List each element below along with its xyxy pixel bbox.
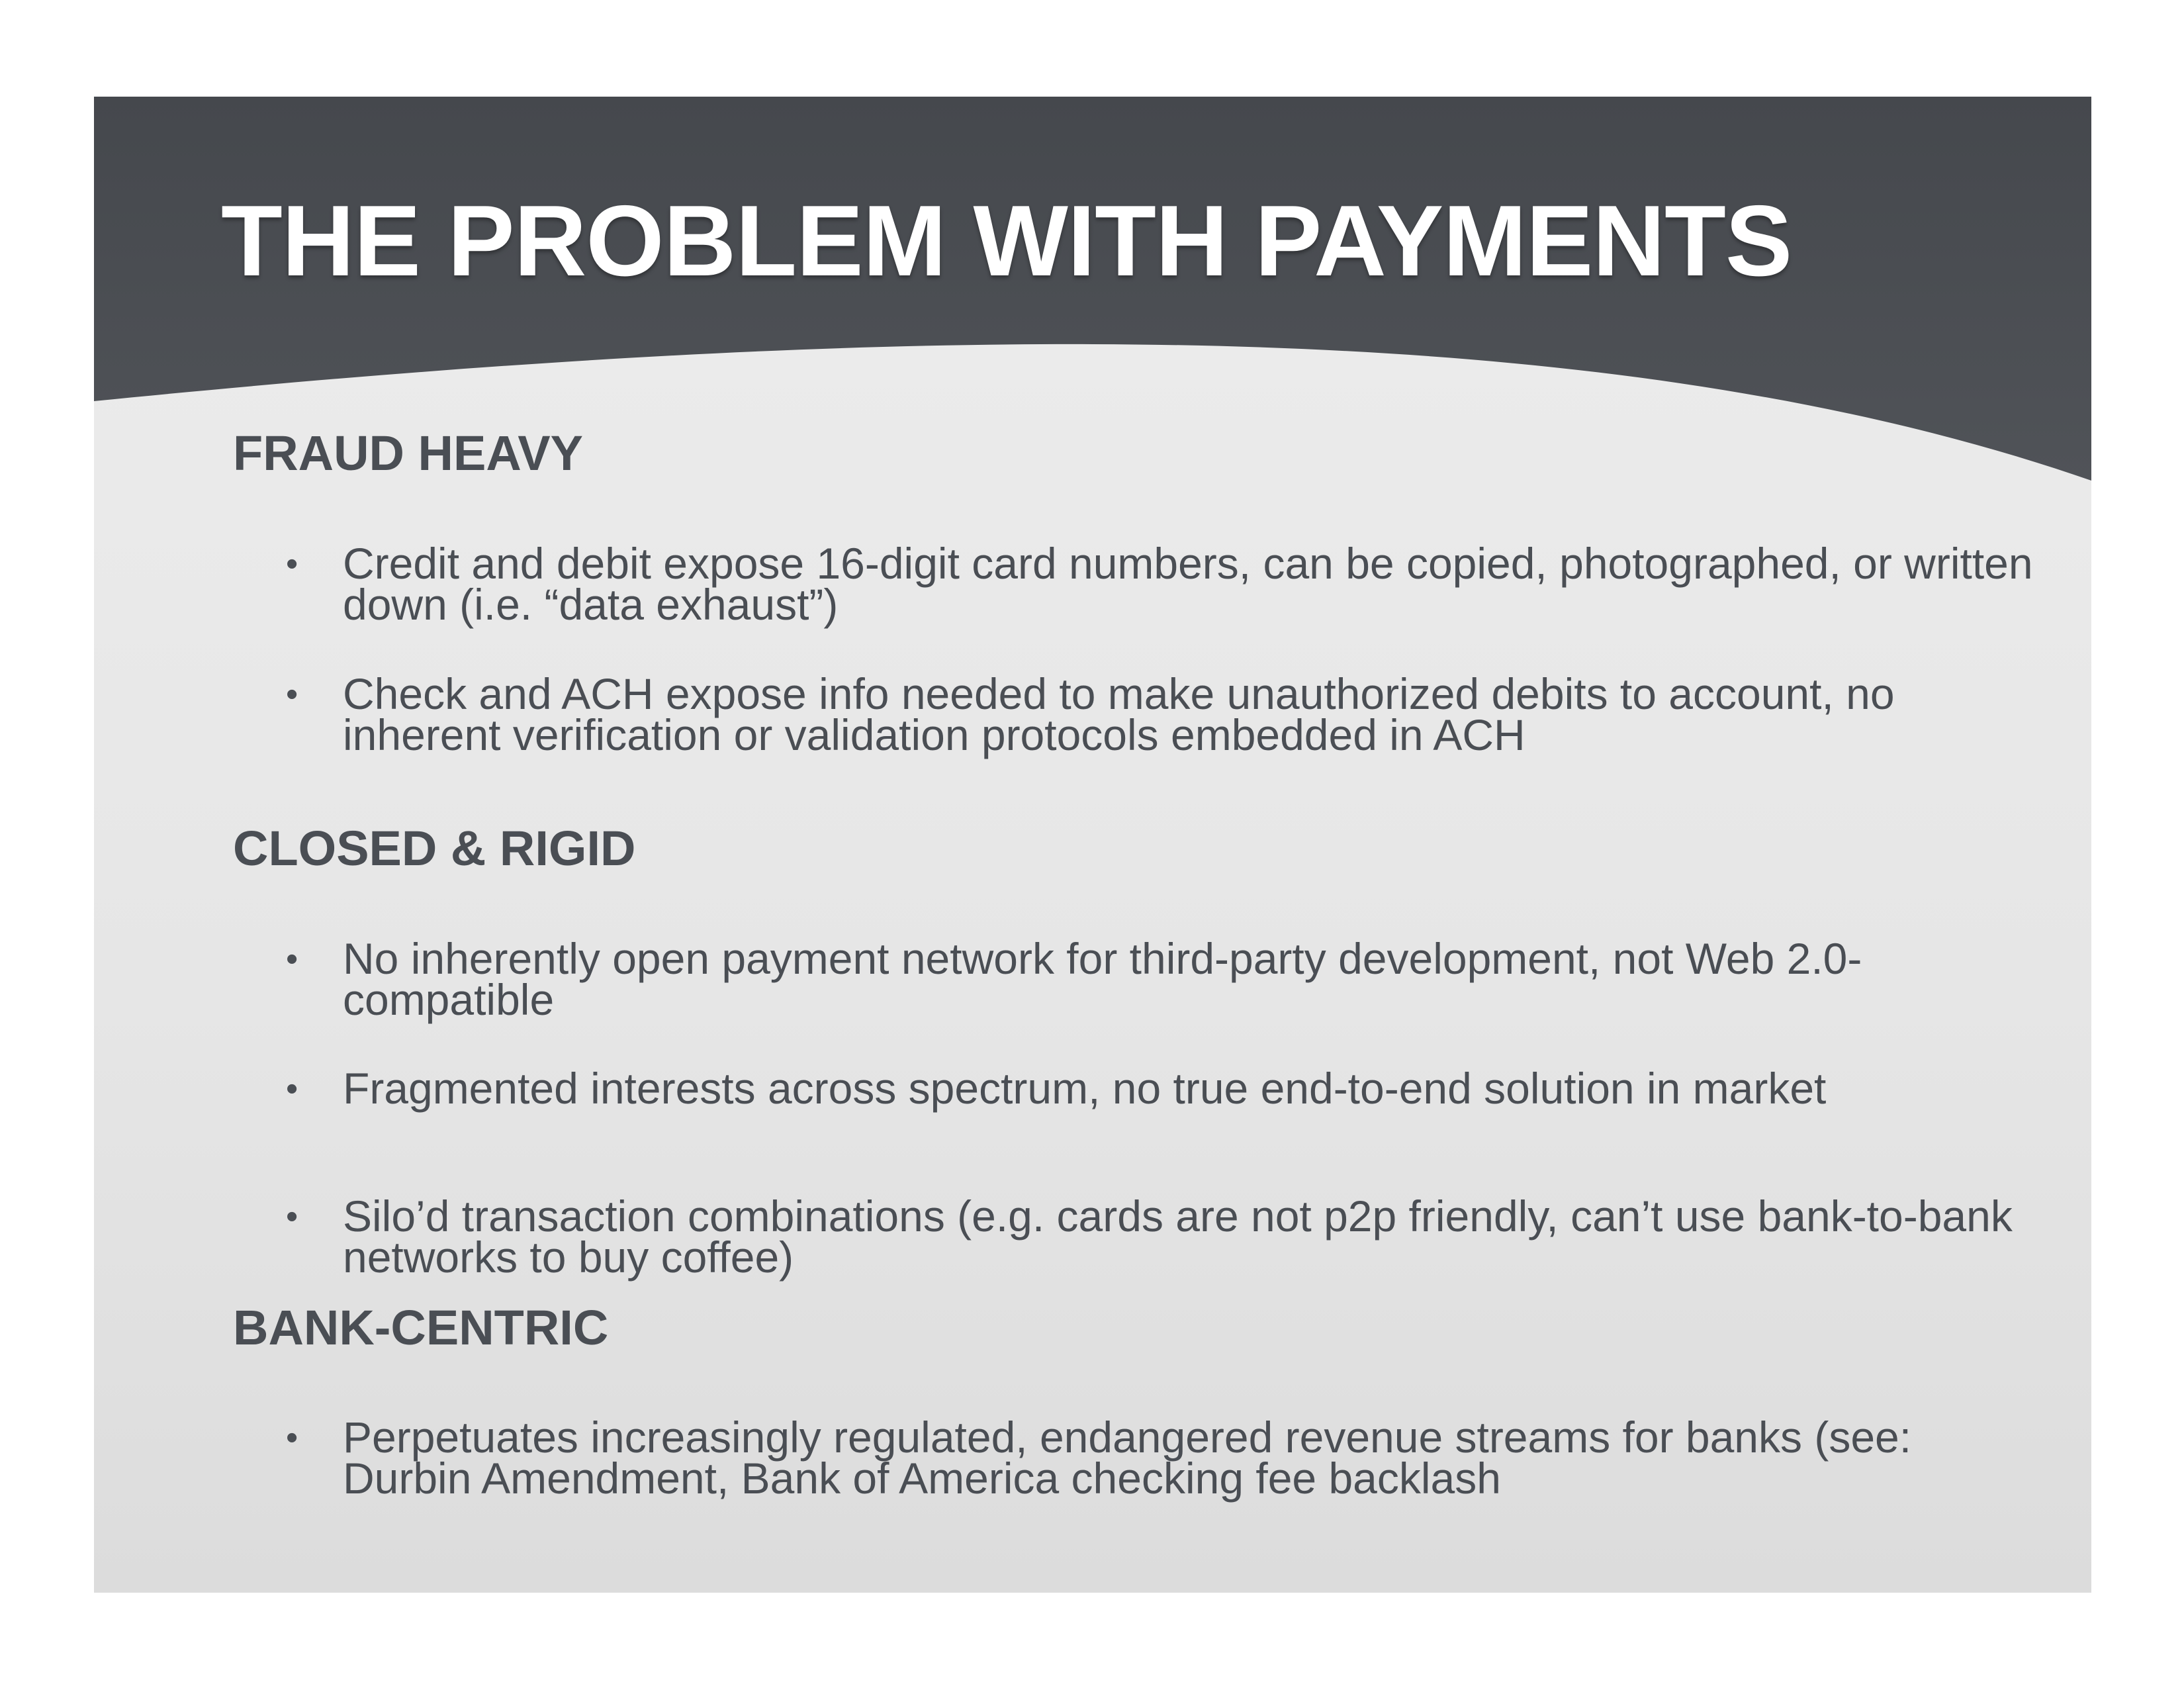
bullet-dot-icon: • [286,675,298,714]
bullet-item [286,539,2046,629]
section-heading-bank-centric: BANK-CENTRIC [233,1300,609,1355]
bullet-text: No inherently open payment network for third-party development, not Web 2.0-compatible [343,934,1862,1024]
bullet-item [286,1413,2046,1503]
section-heading-fraud-heavy: FRAUD HEAVY [233,426,583,481]
bullet-dot-icon: • [286,1419,298,1457]
bullet-item [286,1064,2046,1113]
section-heading-closed-rigid: CLOSED & RIGID [233,821,636,876]
bullet-text: Perpetuates increasingly regulated, endangered revenue streams for banks (see: Durbin Amendment, Bank of America checking fee backlash [343,1413,1912,1503]
slide-title: THE PROBLEM WITH PAYMENTS [221,185,1792,297]
slide [94,97,2091,1593]
bullet-dot-icon: • [286,1197,298,1236]
bullet-text: Check and ACH expose info needed to make unauthorized debits to account, no inherent verification or validation protocols embedded in ACH [343,669,1895,759]
bullet-item [286,669,2046,759]
bullet-item [286,1192,2046,1282]
bullet-dot-icon: • [286,1070,298,1108]
bullet-text: Credit and debit expose 16-digit card numbers, can be copied, photographed, or written down (i.e. “data exhaust”) [343,539,2033,629]
bullet-text: Silo’d transaction combinations (e.g. cards are not p2p friendly, can’t use bank-to-bank networks to buy coffee) [343,1192,2013,1282]
slide-content [94,97,2091,1593]
bullet-item [286,934,2046,1024]
bullet-dot-icon: • [286,940,298,978]
bullet-dot-icon: • [286,545,298,583]
bullet-text: Fragmented interests across spectrum, no true end-to-end solution in market [343,1064,1827,1113]
